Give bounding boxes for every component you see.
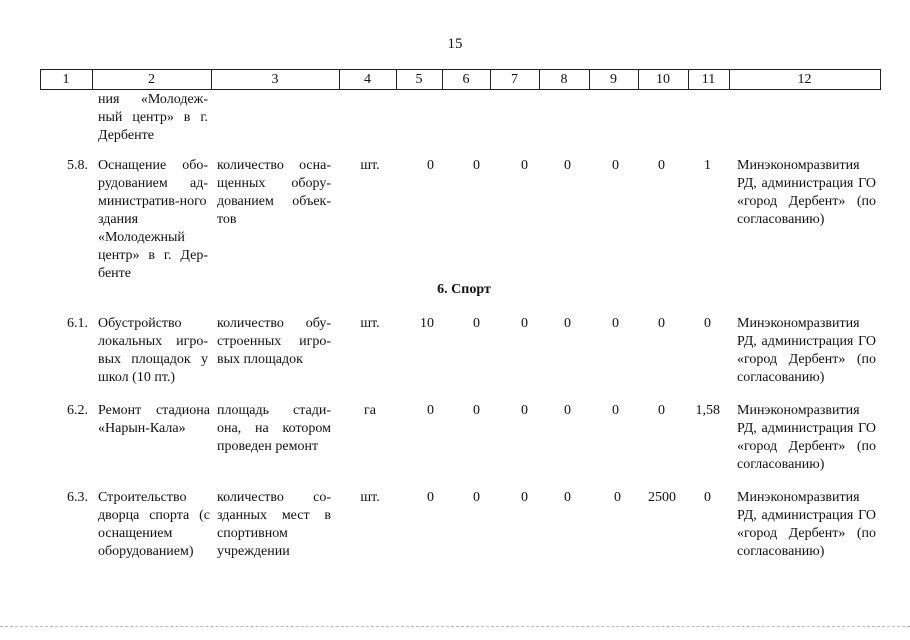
col-divider bbox=[880, 69, 881, 90]
row-value: 0 bbox=[612, 403, 619, 418]
section-title: 6. Спорт bbox=[437, 282, 491, 297]
row-id: 6.1. bbox=[67, 316, 88, 331]
row-executor: Минэкономразвития РД, администрация ГО «город Дербент» (по согласованию) bbox=[737, 316, 876, 385]
header-col-4: 4 bbox=[364, 72, 371, 87]
row-name: Строительство дворца спорта (с оснащением оборудованием) bbox=[98, 490, 210, 559]
row-value: 0 bbox=[658, 316, 665, 331]
row-value: 0 bbox=[473, 403, 480, 418]
row-value: 0 bbox=[704, 490, 711, 505]
row-value: 0 bbox=[658, 158, 665, 173]
row-id: 6.3. bbox=[67, 490, 88, 505]
header-col-12: 12 bbox=[797, 72, 812, 87]
row-value: 0 bbox=[427, 403, 434, 418]
row-value: 2500 bbox=[648, 490, 676, 505]
row-value: 0 bbox=[564, 490, 571, 505]
row-value: 0 bbox=[614, 490, 621, 505]
row-name: Ремонт стадиона «Нарын-Кала» bbox=[98, 403, 210, 436]
row-indicator: площадь стади-она, на котором проведен ремонт bbox=[217, 403, 331, 454]
row-executor: Минэкономразвития РД, администрация ГО «город Дербент» (по согласованию) bbox=[737, 158, 876, 227]
row-unit: шт. bbox=[360, 158, 380, 173]
header-col-6: 6 bbox=[462, 72, 470, 87]
row-value: 1,58 bbox=[695, 403, 720, 418]
row-value: 0 bbox=[521, 490, 528, 505]
row-value: 0 bbox=[612, 158, 619, 173]
row-unit: шт. bbox=[360, 316, 380, 331]
row-indicator: количество со-зданных мест в спортивном учреждении bbox=[217, 490, 331, 559]
row-value: 0 bbox=[473, 158, 480, 173]
row-value: 0 bbox=[564, 403, 571, 418]
header-bottom-rule bbox=[40, 89, 880, 90]
row-value: 0 bbox=[658, 403, 665, 418]
row-name: Оснащение обо-рудованием ад-министратив-ного здания «Молодежный центр» в г. Дер-бенте bbox=[98, 158, 208, 281]
row-value: 10 bbox=[420, 316, 434, 331]
row-value: 0 bbox=[473, 490, 480, 505]
row-value: 0 bbox=[704, 316, 711, 331]
row-value: 0 bbox=[427, 490, 434, 505]
row-id: 5.8. bbox=[67, 158, 88, 173]
header-col-3: 3 bbox=[271, 72, 279, 87]
row-value: 0 bbox=[521, 316, 528, 331]
row-indicator: количество осна-щенных обору-дованием объек-тов bbox=[217, 158, 331, 227]
header-top-rule bbox=[40, 69, 880, 70]
row-value: 0 bbox=[427, 158, 434, 173]
row-unit: шт. bbox=[360, 490, 380, 505]
row-value: 0 bbox=[521, 158, 528, 173]
header-col-1: 1 bbox=[62, 72, 70, 87]
header-col-5: 5 bbox=[415, 72, 423, 87]
row-value: 0 bbox=[612, 316, 619, 331]
row-value: 1 bbox=[704, 158, 711, 173]
scan-edge-line bbox=[0, 626, 910, 628]
row-value: 0 bbox=[521, 403, 528, 418]
header-col-10: 10 bbox=[656, 72, 670, 87]
row-name: Обустройство локальных игро-вых площадок у школ (10 пт.) bbox=[98, 316, 208, 385]
row-executor: Минэкономразвития РД, администрация ГО «город Дербент» (по согласованию) bbox=[737, 490, 876, 559]
row-id: 6.2. bbox=[67, 403, 88, 418]
row-indicator: количество обу-строенных игро-вых площадок bbox=[217, 316, 331, 367]
row-unit: га bbox=[364, 403, 376, 418]
header-col-11: 11 bbox=[701, 72, 716, 87]
row-value: 0 bbox=[473, 316, 480, 331]
page-number: 15 bbox=[447, 36, 463, 52]
header-col-9: 9 bbox=[610, 72, 617, 87]
header-col-7: 7 bbox=[511, 72, 518, 87]
continuation-name: ния «Молодеж-ный центр» в г. Дербенте bbox=[98, 92, 208, 143]
row-value: 0 bbox=[564, 316, 571, 331]
row-executor: Минэкономразвития РД, администрация ГО «город Дербент» (по согласованию) bbox=[737, 403, 876, 472]
row-value: 0 bbox=[564, 158, 571, 173]
header-col-8: 8 bbox=[560, 72, 568, 87]
header-col-2: 2 bbox=[148, 72, 155, 87]
